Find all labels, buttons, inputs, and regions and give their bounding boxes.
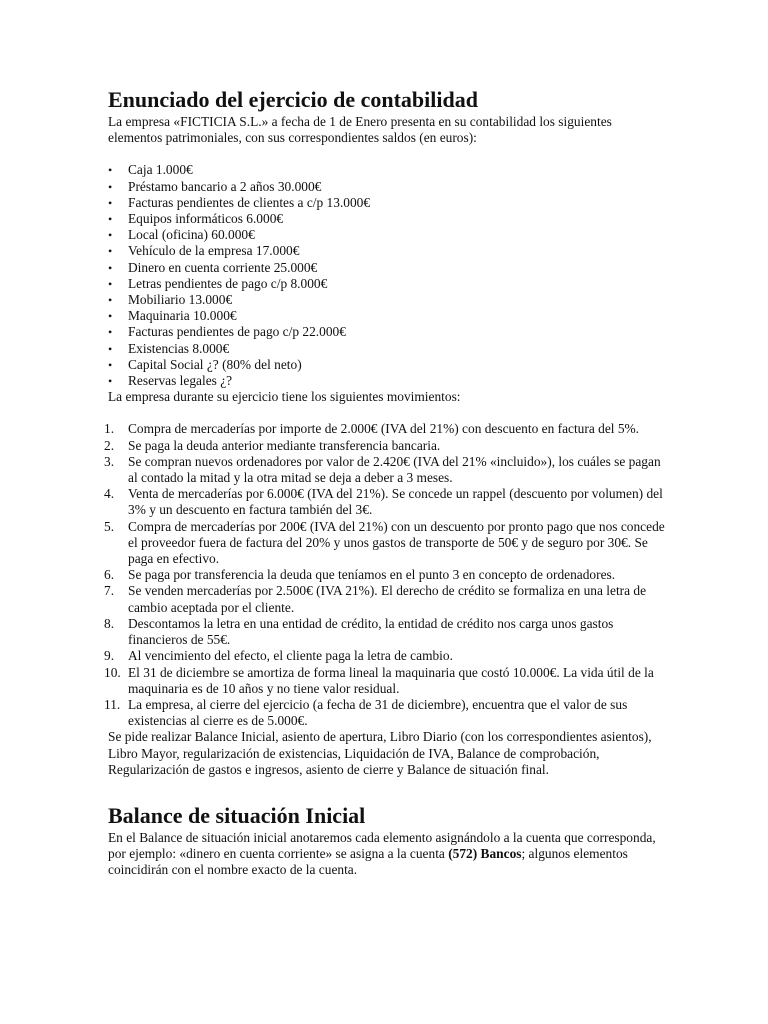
list-item: • Maquinaria 10.000€ bbox=[108, 308, 668, 324]
list-item: • Letras pendientes de pago c/p 8.000€ bbox=[108, 276, 668, 292]
movement-text: Se paga por transferencia la deuda que teníamos en el punto 3 en concepto de ordenadores. bbox=[128, 567, 616, 583]
movement-text: Se paga la deuda anterior mediante transferencia bancaria. bbox=[128, 437, 441, 453]
list-item: • Existencias 8.000€ bbox=[108, 341, 668, 357]
movement-number: 4. bbox=[104, 486, 115, 502]
movement-item bbox=[104, 486, 668, 518]
list-item: • Facturas pendientes de clientes a c/p 13.000€ bbox=[108, 195, 668, 211]
section-balance-inicial-text bbox=[108, 830, 668, 879]
movement-item bbox=[104, 518, 668, 568]
movement-item bbox=[104, 437, 668, 454]
movement-item bbox=[104, 648, 668, 664]
document-content bbox=[104, 86, 668, 879]
list-item: • Caja 1.000€ bbox=[108, 162, 668, 178]
movement-text: Compra de mercaderías por 200€ (IVA del 21%) con un descuento por pronto pago que nos concede el proveedor fuera de factura del 20% y unos gastos de transporte de 50€ y de seguro por 30€. Se paga en efectivo. bbox=[128, 518, 665, 567]
movement-text: Compra de mercaderías por importe de 2.000€ (IVA del 21%) con descuento en factura del 5%. bbox=[128, 421, 640, 437]
movement-number: 8. bbox=[104, 615, 115, 631]
movement-number: 10. bbox=[104, 664, 121, 680]
text-part-b: ; algunos elementos coincidirán con el nombre exacto de la cuenta. bbox=[108, 846, 628, 878]
movement-item bbox=[104, 696, 668, 729]
movement-number: 1. bbox=[104, 421, 115, 437]
patrimonial-elements-list bbox=[108, 162, 668, 389]
movement-text: La empresa, al cierre del ejercicio (a fecha de 31 de diciembre), encuentra que el valor de sus existencias al cierre es de 5.000€. bbox=[128, 696, 628, 729]
movements-intro: La empresa durante su ejercicio tiene los siguientes movimientos: bbox=[108, 389, 461, 405]
movement-item bbox=[104, 453, 668, 486]
movement-text: Venta de mercaderías por 6.000€ (IVA del 21%). Se concede un rappel (descuento por volumen) del 3% y un descuento en factura también del 3€. bbox=[128, 486, 663, 518]
movement-item bbox=[104, 567, 668, 583]
movement-number: 5. bbox=[104, 518, 115, 534]
list-item: • Vehículo de la empresa 17.000€ bbox=[108, 243, 668, 259]
text-part-a: En el Balance de situación inicial anotaremos cada elemento asignándolo a la cuenta que corresponda, por ejemplo: «dinero en cuenta corriente» se asigna a la cuenta bbox=[108, 829, 656, 862]
movement-item bbox=[104, 615, 668, 648]
section-title-balance-inicial: Balance de situación Inicial bbox=[108, 802, 366, 828]
list-item: • Mobiliario 13.000€ bbox=[108, 292, 668, 308]
movement-text: Descontamos la letra en una entidad de crédito, la entidad de crédito nos carga unos gastos financieros de 55€. bbox=[128, 615, 614, 648]
list-item: • Local (oficina) 60.000€ bbox=[108, 227, 668, 243]
movement-number: 3. bbox=[104, 453, 115, 469]
movement-number: 7. bbox=[104, 583, 115, 599]
list-item: • Facturas pendientes de pago c/p 22.000€ bbox=[108, 324, 668, 340]
movement-text: Al vencimiento del efecto, el cliente paga la letra de cambio. bbox=[128, 648, 453, 664]
movement-number: 2. bbox=[104, 437, 115, 453]
movement-text: El 31 de diciembre se amortiza de forma lineal la maquinaria que costó 10.000€. La vida útil de la maquinaria es de 10 años y no tiene valor residual. bbox=[128, 664, 654, 696]
account-name-bold: (572) Bancos bbox=[448, 846, 522, 862]
movement-text: Se compran nuevos ordenadores por valor de 2.420€ (IVA del 21% «incluido»), los cuáles se pagan al contado la mitad y la otra mitad se deja a deber a 3 meses. bbox=[128, 453, 661, 486]
movement-item bbox=[104, 664, 668, 697]
list-item: • Equipos informáticos 6.000€ bbox=[108, 211, 668, 227]
movement-number: 11. bbox=[104, 696, 121, 712]
intro-paragraph: La empresa «FICTICIA S.L.» a fecha de 1 de Enero presenta en su contabilidad los siguientes elementos patrimoniales, con sus correspondientes saldos (en euros): bbox=[108, 114, 612, 146]
request-paragraph: Se pide realizar Balance Inicial, asiento de apertura, Libro Diario (con los correspondientes asientos), Libro Mayor, regularización de existencias, Liquidación de IVA, Balance de comprobación, Regularización de gastos e ingresos, asiento de cierre y Balance de situación final. bbox=[108, 729, 652, 777]
movement-text: Se venden mercaderías por 2.500€ (IVA 21%). El derecho de crédito se formaliza en una letra de cambio aceptada por el cliente. bbox=[128, 583, 647, 615]
movement-item bbox=[104, 421, 668, 437]
list-item: • Capital Social ¿? (80% del neto) bbox=[108, 357, 668, 373]
document-title: Enunciado del ejercicio de contabilidad bbox=[108, 87, 478, 112]
list-item: • Dinero en cuenta corriente 25.000€ bbox=[108, 260, 668, 276]
movement-number: 9. bbox=[104, 648, 115, 664]
list-item: • Reservas legales ¿? bbox=[108, 373, 668, 389]
movement-item bbox=[104, 583, 668, 615]
movements-list bbox=[104, 421, 668, 729]
movement-number: 6. bbox=[104, 567, 115, 583]
list-item: • Préstamo bancario a 2 años 30.000€ bbox=[108, 179, 668, 195]
